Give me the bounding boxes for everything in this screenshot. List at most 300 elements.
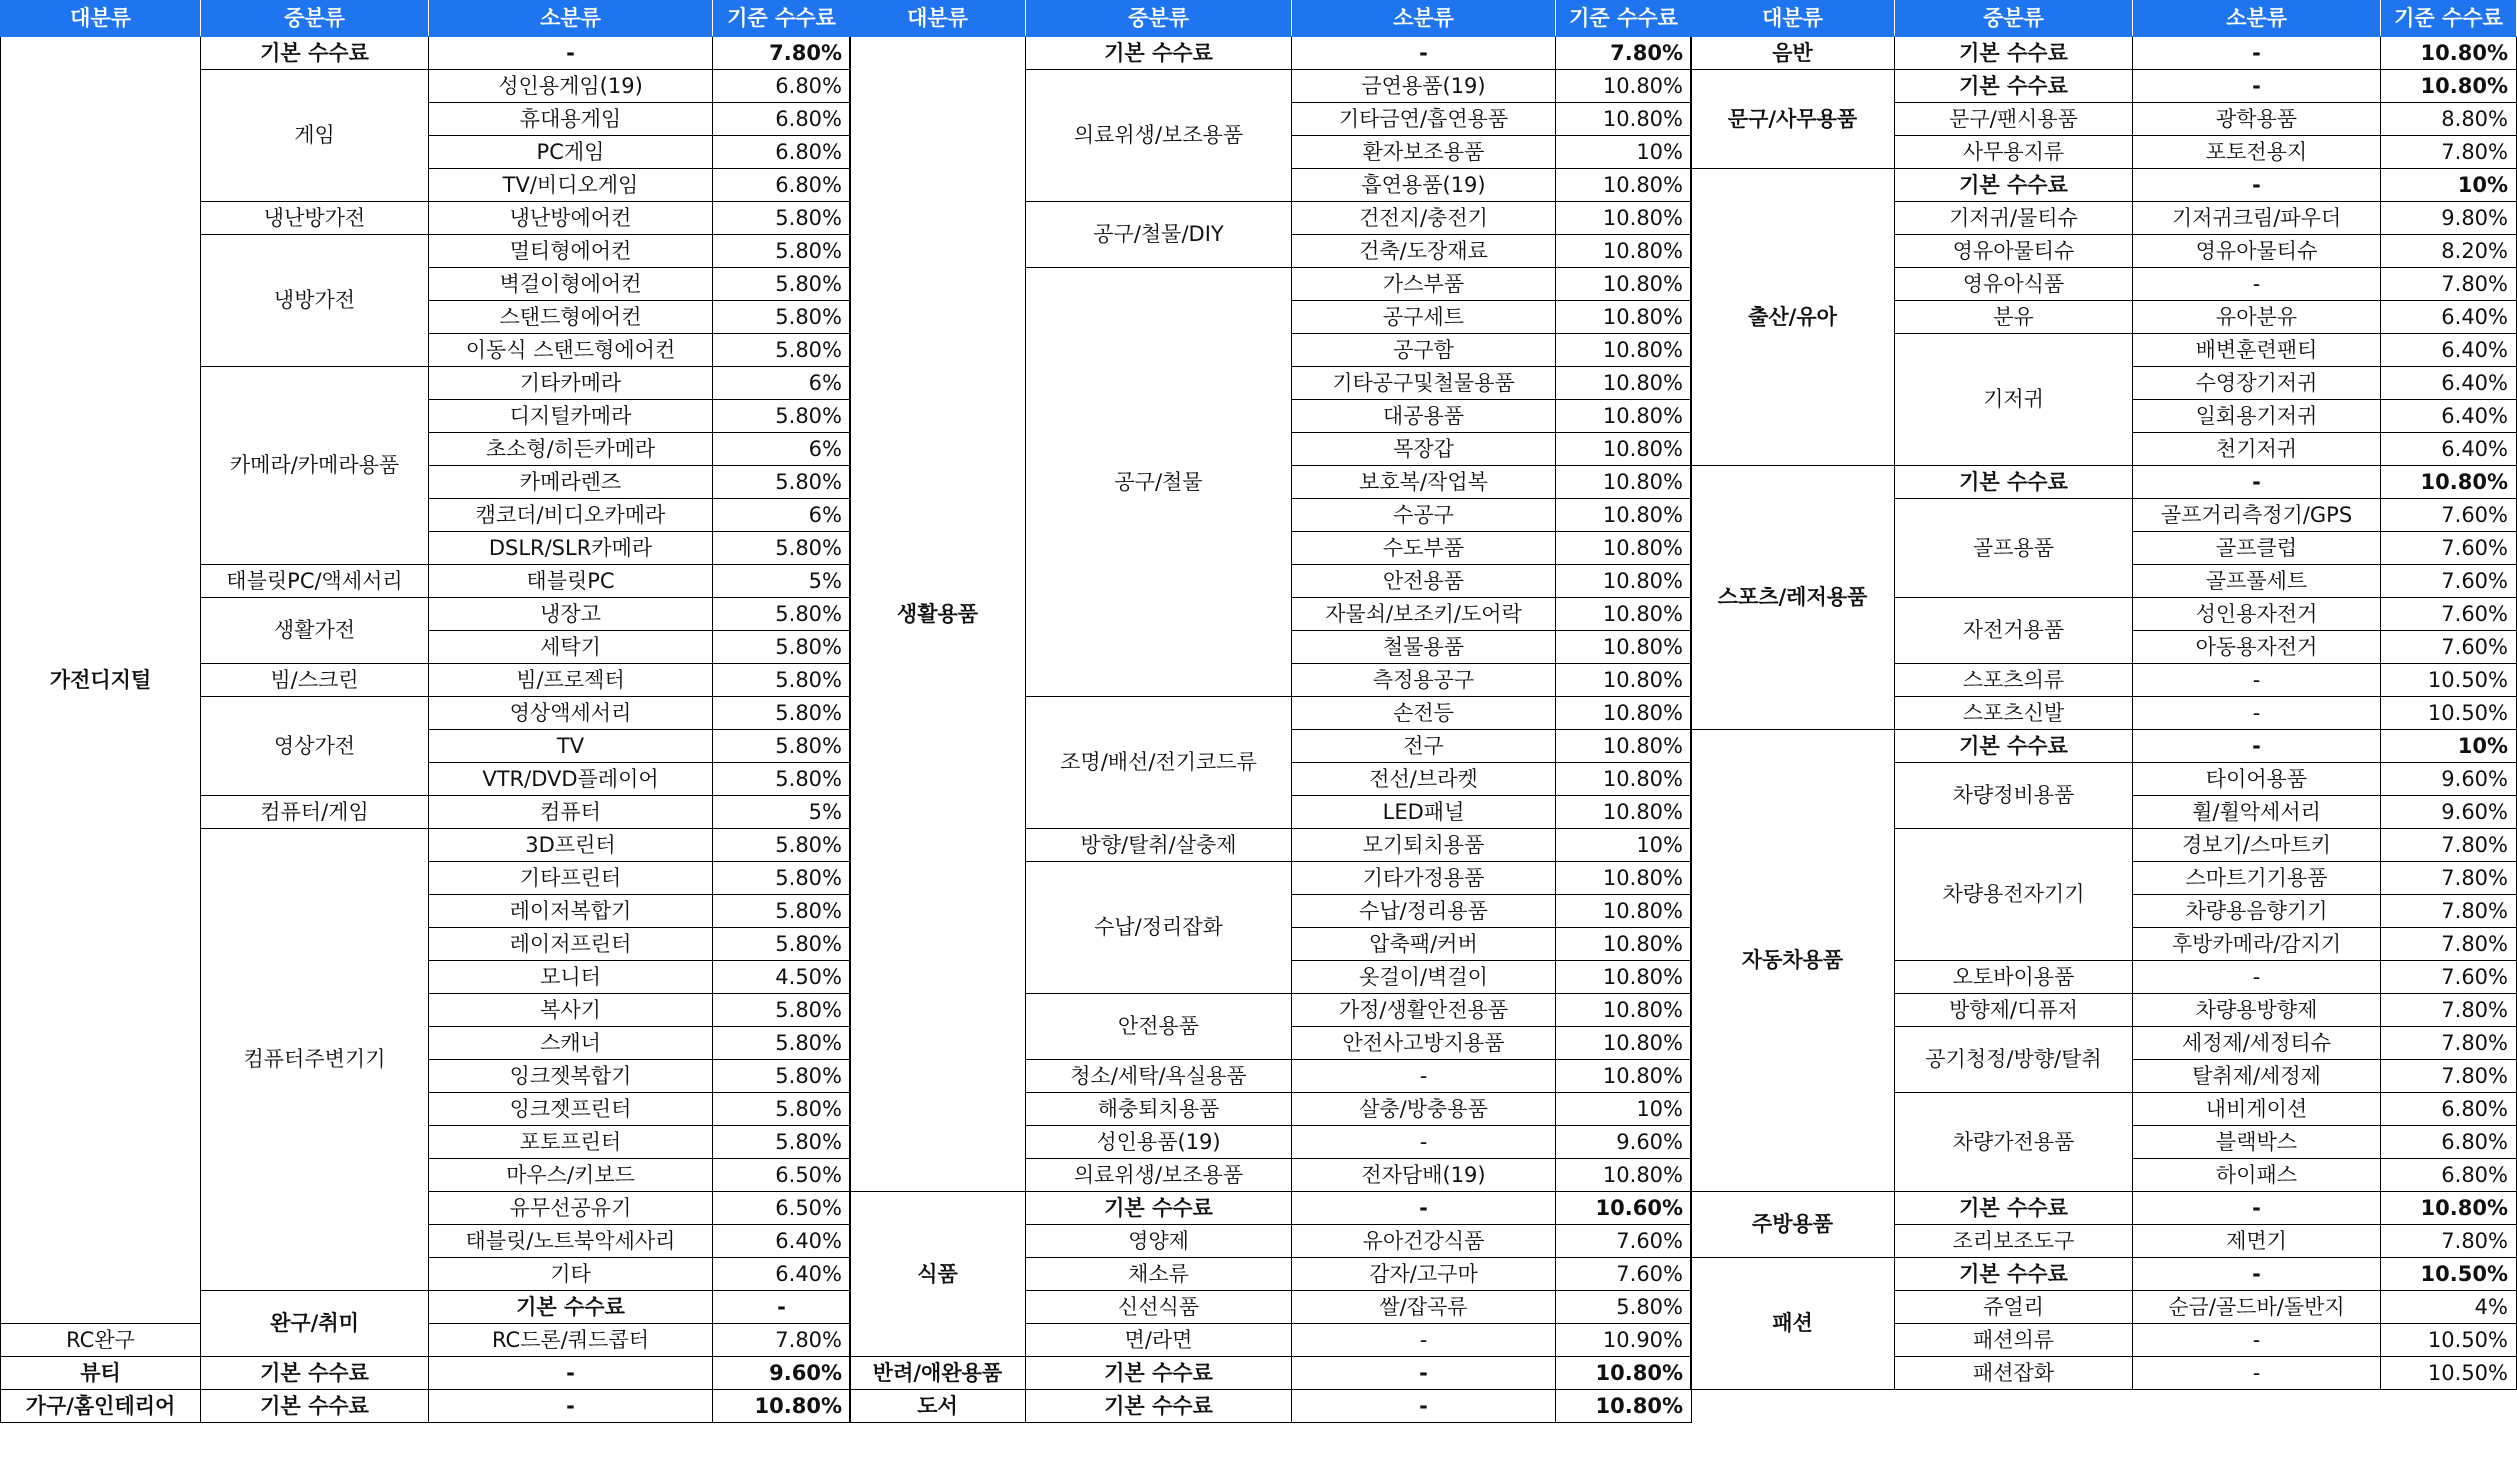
category-cell: 기본 수수료 — [1895, 70, 2133, 103]
table-row — [850, 1357, 1692, 1390]
category-cell: 기저귀 — [1895, 334, 2133, 466]
category-cell: 모니터 — [429, 961, 713, 994]
fee-rate-cell: 10.80% — [1556, 334, 1692, 367]
category-cell: 분유 — [1895, 301, 2133, 334]
category-cell: 성인용자전거 — [2133, 598, 2381, 631]
category-cell: 스마트기기용품 — [2133, 862, 2381, 895]
category-cell: 완구/취미 — [201, 1291, 429, 1357]
category-cell: 레이저복합기 — [429, 895, 713, 928]
fee-rate-cell: 5.80% — [713, 697, 851, 730]
category-cell: TV — [429, 730, 713, 763]
fee-rate-cell: 10.80% — [1556, 631, 1692, 664]
category-cell: 목장갑 — [1292, 433, 1556, 466]
header-middle: 중분류 — [1026, 1, 1292, 37]
fee-rate-cell: 6.80% — [2381, 1159, 2517, 1192]
fee-rate-cell: 10.80% — [1556, 565, 1692, 598]
category-cell: 주방용품 — [1691, 1192, 1895, 1258]
fee-rate-cell: 10.80% — [1556, 895, 1692, 928]
fee-rate-cell: 5.80% — [713, 763, 851, 796]
fee-rate-cell: 7.80% — [2381, 136, 2517, 169]
table-row — [850, 37, 1692, 70]
category-cell: 천기저귀 — [2133, 433, 2381, 466]
fee-rate-cell: 5.80% — [713, 1126, 851, 1159]
fee-rate-cell: 10.50% — [2381, 1357, 2517, 1390]
fee-rate-cell: 9.60% — [713, 1357, 851, 1390]
fee-rate-cell: 10.50% — [2381, 697, 2517, 730]
category-cell: PC게임 — [429, 136, 713, 169]
fee-rate-cell: 7.60% — [2381, 631, 2517, 664]
category-cell: - — [2133, 961, 2381, 994]
category-cell: - — [1292, 37, 1556, 70]
table-row — [1691, 70, 2517, 103]
category-cell: 자전거용품 — [1895, 598, 2133, 664]
category-cell: 기본 수수료 — [1895, 466, 2133, 499]
fee-rate-cell: 7.60% — [2381, 532, 2517, 565]
fee-rate-cell: 7.80% — [2381, 1060, 2517, 1093]
category-cell: 조명/배선/전기코드류 — [1026, 697, 1292, 829]
fee-rate-cell: 5.80% — [713, 1060, 851, 1093]
fee-rate-cell: 7.60% — [1556, 1225, 1692, 1258]
category-cell: 영유아물티슈 — [1895, 235, 2133, 268]
fee-rate-cell: 5.80% — [713, 1093, 851, 1126]
category-cell: 차량정비용품 — [1895, 763, 2133, 829]
fee-rate-cell: 5.80% — [1556, 1291, 1692, 1324]
fee-rate-cell: 10.80% — [1556, 664, 1692, 697]
fee-rate-cell: 5% — [713, 796, 851, 829]
fee-rate-cell: 5.80% — [713, 631, 851, 664]
fee-rate-cell: 4% — [2381, 1291, 2517, 1324]
fee-rate-cell: 10.80% — [1556, 1060, 1692, 1093]
header-fee: 기준 수수료 — [713, 1, 851, 37]
fee-rate-cell: 6.40% — [2381, 367, 2517, 400]
category-cell: - — [713, 1291, 851, 1324]
category-cell: 면/라면 — [1026, 1324, 1292, 1357]
category-cell: 차량용전자기기 — [1895, 829, 2133, 961]
fee-rate-cell: 10.80% — [1556, 235, 1692, 268]
category-cell: 냉난방에어컨 — [429, 202, 713, 235]
category-cell: 포토전용지 — [2133, 136, 2381, 169]
fee-rate-cell: 7.80% — [2381, 895, 2517, 928]
category-cell: 수도부품 — [1292, 532, 1556, 565]
fee-rate-cell: 5.80% — [713, 895, 851, 928]
category-cell: 스포츠의류 — [1895, 664, 2133, 697]
header-major: 대분류 — [1691, 1, 1895, 37]
category-cell: - — [2133, 730, 2381, 763]
category-cell: 냉방가전 — [201, 235, 429, 367]
fee-rate-cell: 10.80% — [1556, 1027, 1692, 1060]
fee-rate-cell: 7.80% — [2381, 1225, 2517, 1258]
fee-rate-cell: 4.50% — [713, 961, 851, 994]
category-cell: 기본 수수료 — [1895, 1258, 2133, 1291]
fee-rate-cell: 5.80% — [713, 301, 851, 334]
table-row — [1, 1357, 851, 1390]
category-cell: 건축/도장재료 — [1292, 235, 1556, 268]
fee-rate-cell: 6% — [713, 367, 851, 400]
table-row — [1691, 37, 2517, 70]
category-cell: 탈취제/세정제 — [2133, 1060, 2381, 1093]
fee-rate-cell: 8.20% — [2381, 235, 2517, 268]
category-cell: 신선식품 — [1026, 1291, 1292, 1324]
category-cell: 잉크젯프린터 — [429, 1093, 713, 1126]
fee-rate-cell: 10.80% — [1556, 301, 1692, 334]
fee-rate-cell: 5.80% — [713, 202, 851, 235]
category-cell: 냉장고 — [429, 598, 713, 631]
category-cell: 빔/프로젝터 — [429, 664, 713, 697]
fee-rate-cell: 8.80% — [2381, 103, 2517, 136]
category-cell: 게임 — [201, 70, 429, 202]
category-cell: 경보기/스마트키 — [2133, 829, 2381, 862]
category-cell: 후방카메라/감지기 — [2133, 928, 2381, 961]
header-row — [1691, 1, 2517, 37]
category-cell: 빔/스크린 — [201, 664, 429, 697]
category-cell: TV/비디오게임 — [429, 169, 713, 202]
fee-rate-cell: 7.80% — [713, 1324, 851, 1357]
fee-rate-cell: 10.50% — [2381, 1258, 2517, 1291]
category-cell: 해충퇴치용품 — [1026, 1093, 1292, 1126]
category-cell: 기본 수수료 — [1026, 1357, 1292, 1390]
header-middle: 중분류 — [1895, 1, 2133, 37]
fee-rate-cell: 6.80% — [713, 103, 851, 136]
fee-rate-cell: 7.60% — [2381, 565, 2517, 598]
fee-rate-cell: 6.80% — [2381, 1093, 2517, 1126]
header-major: 대분류 — [1, 1, 201, 37]
category-cell: 자물쇠/보조키/도어락 — [1292, 598, 1556, 631]
category-cell: 유아분유 — [2133, 301, 2381, 334]
category-cell: 문구/팬시용품 — [1895, 103, 2133, 136]
category-cell: - — [2133, 169, 2381, 202]
category-cell: 청소/세탁/욕실용품 — [1026, 1060, 1292, 1093]
table-row — [1691, 1258, 2517, 1291]
category-cell: 기저귀크림/파우더 — [2133, 202, 2381, 235]
category-cell: 전자담배(19) — [1292, 1159, 1556, 1192]
category-cell: 기본 수수료 — [429, 1291, 713, 1324]
category-cell: 컴퓨터 — [429, 796, 713, 829]
category-cell: 패션잡화 — [1895, 1357, 2133, 1390]
category-cell: 유아건강식품 — [1292, 1225, 1556, 1258]
fee-rate-cell: 10% — [1556, 1093, 1692, 1126]
category-cell: 하이패스 — [2133, 1159, 2381, 1192]
fee-rate-cell: 10.80% — [1556, 994, 1692, 1027]
category-cell: 가구/홈인테리어 — [1, 1390, 201, 1423]
category-cell: 안전용품 — [1292, 565, 1556, 598]
category-cell: 공구세트 — [1292, 301, 1556, 334]
category-cell: 보호복/작업복 — [1292, 466, 1556, 499]
category-cell: 차량용음향기기 — [2133, 895, 2381, 928]
category-cell: 전구 — [1292, 730, 1556, 763]
fee-rate-cell: 7.60% — [2381, 961, 2517, 994]
header-row — [850, 1, 1692, 37]
category-cell: 문구/사무용품 — [1691, 70, 1895, 169]
category-cell: 차량가전용품 — [1895, 1093, 2133, 1192]
category-cell: 유무선공유기 — [429, 1192, 713, 1225]
category-cell: DSLR/SLR카메라 — [429, 532, 713, 565]
fee-rate-cell: 5.80% — [713, 1027, 851, 1060]
category-cell: 공구/철물/DIY — [1026, 202, 1292, 268]
category-cell: 스캐너 — [429, 1027, 713, 1060]
category-cell: 기본 수수료 — [1895, 169, 2133, 202]
fee-rate-cell: 10.80% — [1556, 499, 1692, 532]
category-cell: - — [2133, 1192, 2381, 1225]
table-row — [1, 1390, 851, 1423]
fee-rate-cell: 6.40% — [2381, 400, 2517, 433]
category-cell: 전선/브라켓 — [1292, 763, 1556, 796]
category-cell: RC완구 — [1, 1324, 201, 1357]
category-cell: 기타 — [429, 1258, 713, 1291]
category-cell: 영유아식품 — [1895, 268, 2133, 301]
category-cell: 세탁기 — [429, 631, 713, 664]
category-cell: 디지털카메라 — [429, 400, 713, 433]
category-cell: 태블릿PC/액세서리 — [201, 565, 429, 598]
fee-rate-cell: 7.80% — [1556, 37, 1692, 70]
category-cell: 스포츠/레저용품 — [1691, 466, 1895, 730]
category-cell: 레이저프린터 — [429, 928, 713, 961]
fee-rate-cell: 10.80% — [713, 1390, 851, 1423]
category-cell: 생활가전 — [201, 598, 429, 664]
category-cell: - — [2133, 1258, 2381, 1291]
category-cell: 영상가전 — [201, 697, 429, 796]
category-cell: 광학용품 — [2133, 103, 2381, 136]
category-cell: 기본 수수료 — [201, 1390, 429, 1423]
fee-rate-cell: 6.80% — [713, 136, 851, 169]
fee-rate-cell: 10.80% — [1556, 730, 1692, 763]
category-cell: 음반 — [1691, 37, 1895, 70]
fee-rate-cell: 10.80% — [1556, 400, 1692, 433]
category-cell: 수납/정리용품 — [1292, 895, 1556, 928]
category-cell: 태블릿PC — [429, 565, 713, 598]
category-cell: 사무용지류 — [1895, 136, 2133, 169]
category-cell: 기본 수수료 — [1026, 37, 1292, 70]
fee-rate-cell: 10.80% — [1556, 169, 1692, 202]
fee-table-right — [1690, 0, 2517, 1390]
fee-rate-cell: 10.80% — [1556, 532, 1692, 565]
fee-rate-cell: 9.80% — [2381, 202, 2517, 235]
category-cell: 휠/휠악세서리 — [2133, 796, 2381, 829]
category-cell: 공구함 — [1292, 334, 1556, 367]
category-cell: 벽걸이형에어컨 — [429, 268, 713, 301]
fee-rate-cell: 10.80% — [2381, 70, 2517, 103]
fee-rate-cell: 6% — [713, 499, 851, 532]
category-cell: 컴퓨터주변기기 — [201, 829, 429, 1291]
category-cell: 초소형/히든카메라 — [429, 433, 713, 466]
category-cell: - — [429, 1357, 713, 1390]
category-cell: 골프용품 — [1895, 499, 2133, 598]
fee-rate-cell: 7.60% — [2381, 598, 2517, 631]
fee-rate-cell: 10.80% — [1556, 103, 1692, 136]
header-minor: 소분류 — [429, 1, 713, 37]
category-cell: 냉난방가전 — [201, 202, 429, 235]
category-cell: 복사기 — [429, 994, 713, 1027]
fee-rate-cell: 6.40% — [713, 1225, 851, 1258]
category-cell: 기본 수수료 — [1895, 37, 2133, 70]
category-cell: LED패널 — [1292, 796, 1556, 829]
category-cell: 금연용품(19) — [1292, 70, 1556, 103]
fee-rate-cell: 10.90% — [1556, 1324, 1692, 1357]
fee-rate-cell: 5.80% — [713, 928, 851, 961]
fee-rate-cell: 6.40% — [713, 1258, 851, 1291]
category-cell: 기타프린터 — [429, 862, 713, 895]
category-cell: - — [1292, 1357, 1556, 1390]
category-cell: 출산/유아 — [1691, 169, 1895, 466]
category-cell: - — [2133, 268, 2381, 301]
category-cell: RC드론/쿼드콥터 — [429, 1324, 713, 1357]
category-cell: - — [2133, 1324, 2381, 1357]
fee-rate-cell: 7.80% — [2381, 862, 2517, 895]
category-cell: 생활용품 — [850, 37, 1026, 1192]
fee-rate-cell: 10.80% — [1556, 466, 1692, 499]
category-cell: 환자보조용품 — [1292, 136, 1556, 169]
category-cell: 수공구 — [1292, 499, 1556, 532]
fee-table-left — [0, 0, 851, 1423]
fee-rate-cell: 10.80% — [1556, 202, 1692, 235]
category-cell: 골프풀세트 — [2133, 565, 2381, 598]
fee-rate-cell: 5.80% — [713, 268, 851, 301]
fee-rate-cell: 6.40% — [2381, 433, 2517, 466]
category-cell: 기본 수수료 — [1026, 1192, 1292, 1225]
fee-rate-cell: 5.80% — [713, 994, 851, 1027]
category-cell: 공기청정/방향/탈취 — [1895, 1027, 2133, 1093]
category-cell: 영유아물티슈 — [2133, 235, 2381, 268]
fee-rate-cell: 10.80% — [1556, 598, 1692, 631]
category-cell: 가정/생활안전용품 — [1292, 994, 1556, 1027]
category-cell: 잉크젯복합기 — [429, 1060, 713, 1093]
category-cell: 세정제/세정티슈 — [2133, 1027, 2381, 1060]
header-fee: 기준 수수료 — [1556, 1, 1692, 37]
category-cell: 이동식 스탠드형에어컨 — [429, 334, 713, 367]
fee-rate-cell: 10.80% — [1556, 862, 1692, 895]
category-cell: 카메라/카메라용품 — [201, 367, 429, 565]
category-cell: 흡연용품(19) — [1292, 169, 1556, 202]
category-cell: 스포츠신발 — [1895, 697, 2133, 730]
category-cell: 캠코더/비디오카메라 — [429, 499, 713, 532]
category-cell: - — [2133, 664, 2381, 697]
header-fee: 기준 수수료 — [2381, 1, 2517, 37]
category-cell: 뷰티 — [1, 1357, 201, 1390]
fee-rate-cell: 5.80% — [713, 466, 851, 499]
category-cell: - — [1292, 1324, 1556, 1357]
fee-rate-cell: 7.80% — [2381, 994, 2517, 1027]
fee-rate-cell: 10.80% — [1556, 763, 1692, 796]
fee-rate-cell: 10.50% — [2381, 664, 2517, 697]
category-cell: 오토바이용품 — [1895, 961, 2133, 994]
category-cell: 배변훈련팬티 — [2133, 334, 2381, 367]
category-cell: 자동차용품 — [1691, 730, 1895, 1192]
category-cell: 컴퓨터/게임 — [201, 796, 429, 829]
fee-rate-cell: 5.80% — [713, 598, 851, 631]
table-row — [1691, 730, 2517, 763]
category-cell: 3D프린터 — [429, 829, 713, 862]
category-cell: 포토프린터 — [429, 1126, 713, 1159]
table-row — [1, 37, 851, 70]
category-cell: 감자/고구마 — [1292, 1258, 1556, 1291]
header-middle: 중분류 — [201, 1, 429, 37]
category-cell: 방향/탈취/살충제 — [1026, 829, 1292, 862]
fee-rate-cell: 10.80% — [2381, 37, 2517, 70]
fee-rate-cell: 7.80% — [713, 37, 851, 70]
fee-rate-cell: 6.80% — [2381, 1126, 2517, 1159]
fee-rate-cell: 10.60% — [1556, 1192, 1692, 1225]
fee-rate-cell: 5.80% — [713, 862, 851, 895]
fee-rate-cell: 5% — [713, 565, 851, 598]
category-cell: 블랙박스 — [2133, 1126, 2381, 1159]
fee-rate-cell: 5.80% — [713, 664, 851, 697]
fee-rate-cell: 10% — [2381, 169, 2517, 202]
table-row — [1691, 466, 2517, 499]
category-cell: 멀티형에어컨 — [429, 235, 713, 268]
table-row — [1691, 1192, 2517, 1225]
category-cell: 의료위생/보조용품 — [1026, 1159, 1292, 1192]
fee-rate-cell: 6.40% — [2381, 334, 2517, 367]
fee-rate-cell: 6.80% — [713, 169, 851, 202]
category-cell: 영상액세서리 — [429, 697, 713, 730]
header-minor: 소분류 — [1292, 1, 1556, 37]
fee-rate-cell: 10.80% — [1556, 268, 1692, 301]
category-cell: 안전사고방지용품 — [1292, 1027, 1556, 1060]
category-cell: 반려/애완용품 — [850, 1357, 1026, 1390]
category-cell: 대공용품 — [1292, 400, 1556, 433]
header-minor: 소분류 — [2133, 1, 2381, 37]
category-cell: 가전디지털 — [1, 37, 201, 1324]
fee-rate-cell: 5.80% — [713, 829, 851, 862]
category-cell: 성인용게임(19) — [429, 70, 713, 103]
category-cell: 스탠드형에어컨 — [429, 301, 713, 334]
fee-rate-cell: 6% — [713, 433, 851, 466]
category-cell: - — [1292, 1390, 1556, 1423]
fee-rate-cell: 10% — [1556, 136, 1692, 169]
fee-rate-cell: 10.80% — [1556, 1357, 1692, 1390]
category-cell: 측정용공구 — [1292, 664, 1556, 697]
category-cell: 카메라렌즈 — [429, 466, 713, 499]
fee-rate-cell: 10.50% — [2381, 1324, 2517, 1357]
category-cell: - — [2133, 70, 2381, 103]
category-cell: 철물용품 — [1292, 631, 1556, 664]
category-cell: 태블릿/노트북악세사리 — [429, 1225, 713, 1258]
category-cell: 기타카메라 — [429, 367, 713, 400]
category-cell: 모기퇴치용품 — [1292, 829, 1556, 862]
fee-rate-cell: 7.60% — [1556, 1258, 1692, 1291]
fee-rate-cell: 10.80% — [1556, 796, 1692, 829]
fee-rate-cell: 10.80% — [1556, 1159, 1692, 1192]
category-cell: 식품 — [850, 1192, 1026, 1357]
category-cell: 아동용자전거 — [2133, 631, 2381, 664]
category-cell: 순금/골드바/돌반지 — [2133, 1291, 2381, 1324]
category-cell: 쌀/잡곡류 — [1292, 1291, 1556, 1324]
fee-rate-cell: 10% — [1556, 829, 1692, 862]
category-cell: 압축팩/커버 — [1292, 928, 1556, 961]
table-row — [850, 1390, 1692, 1423]
fee-rate-cell: 9.60% — [2381, 796, 2517, 829]
category-cell: 제면기 — [2133, 1225, 2381, 1258]
category-cell: - — [1292, 1126, 1556, 1159]
category-cell: - — [2133, 1357, 2381, 1390]
header-row — [1, 1, 851, 37]
table-row — [850, 1192, 1692, 1225]
category-cell: - — [2133, 37, 2381, 70]
category-cell: 방향제/디퓨저 — [1895, 994, 2133, 1027]
fee-rate-cell: 10.80% — [1556, 433, 1692, 466]
fee-rate-cell: 7.60% — [2381, 499, 2517, 532]
fee-table-middle — [849, 0, 1692, 1423]
fee-rate-cell: 7.80% — [2381, 268, 2517, 301]
category-cell: 타이어용품 — [2133, 763, 2381, 796]
category-cell: 패션의류 — [1895, 1324, 2133, 1357]
fee-rate-cell: 5.80% — [713, 235, 851, 268]
category-cell: - — [2133, 466, 2381, 499]
category-cell: VTR/DVD플레이어 — [429, 763, 713, 796]
fee-rate-cell: 5.80% — [713, 334, 851, 367]
fee-rate-cell: 10.80% — [1556, 928, 1692, 961]
category-cell: 골프거리측정기/GPS — [2133, 499, 2381, 532]
fee-rate-cell: 10.80% — [2381, 466, 2517, 499]
